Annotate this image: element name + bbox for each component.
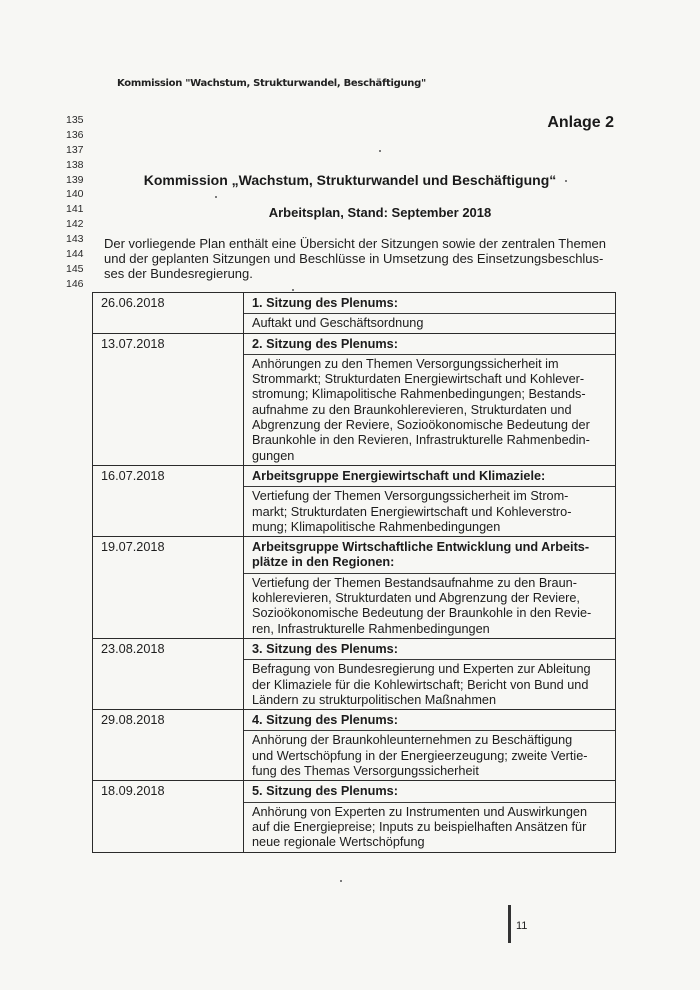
session-topic-line: 4. Sitzung des Plenums: (252, 713, 398, 728)
session-topic-line: Arbeitsgruppe Wirtschaftliche Entwicklung und Arbeits- (252, 540, 590, 555)
session-date: 26.06.2018 (93, 293, 244, 334)
scan-speck (292, 289, 294, 291)
session-description-line: Ländern zu strukturpolitischen Maßnahmen (252, 692, 497, 707)
line-number: 145 (66, 262, 84, 275)
running-header: Kommission "Wachstum, Strukturwandel, Beschäftigung" (117, 78, 426, 89)
intro-line: und der geplanten Sitzungen und Beschlüsse in Umsetzung des Einsetzungsbeschlus- (104, 251, 604, 266)
line-number: 143 (66, 233, 84, 246)
session-description-line: neue regionale Wertschöpfung (252, 835, 425, 850)
session-row (93, 781, 616, 852)
session-description-line: und Wertschöpfung in der Energieerzeugung; zweite Vertie- (252, 748, 588, 763)
session-description-line: fung des Themas Versorgungssicherheit (252, 764, 479, 779)
line-number: 136 (66, 128, 84, 141)
session-content (244, 465, 616, 536)
session-row (93, 638, 616, 709)
session-description-line: Vertiefung der Themen Bestandsaufnahme zu den Braun- (252, 575, 577, 590)
session-topic (244, 293, 615, 314)
session-description-line: Anhörungen zu den Themen Versorgungssicherheit im (252, 356, 559, 371)
line-number: 146 (66, 277, 84, 290)
session-topic-line: 1. Sitzung des Plenums: (252, 296, 398, 310)
session-topic (244, 710, 615, 731)
session-description (244, 660, 615, 709)
session-row (93, 465, 616, 536)
session-description (244, 487, 615, 536)
session-description-line: Auftakt und Geschäftsordnung (252, 316, 424, 331)
session-content (244, 333, 616, 465)
page-margin-bar (508, 905, 511, 943)
page-number: 11 (516, 920, 528, 932)
session-topic-line: 5. Sitzung des Plenums: (252, 784, 398, 799)
scan-speck (215, 196, 217, 198)
annex-label: Anlage 2 (547, 114, 614, 131)
session-content (244, 293, 616, 334)
session-topic-line: plätze in den Regionen: (252, 555, 395, 570)
line-number: 142 (66, 218, 84, 231)
intro-line: Der vorliegende Plan enthält eine Übersicht der Sitzungen sowie der zentralen Themen (104, 236, 606, 251)
session-topic-line: 3. Sitzung des Plenums: (252, 641, 398, 656)
line-number: 141 (66, 203, 84, 216)
session-description (244, 314, 615, 332)
session-date: 23.08.2018 (93, 638, 244, 709)
session-description-line: aufnahme zu den Braunkohlerevieren, Strukturdaten und (252, 402, 572, 417)
line-number: 140 (66, 188, 84, 201)
session-description-line: Braunkohle in den Revieren, Infrastrukturelle Rahmenbedin- (252, 433, 590, 448)
session-description-line: der Klimaziele für die Kohlewirtschaft; Bericht von Bund und (252, 677, 589, 692)
session-description (244, 574, 615, 638)
session-description-line: mung; Klimapolitische Rahmenbedingungen (252, 519, 501, 534)
session-topic (244, 537, 615, 574)
session-description (244, 803, 615, 852)
line-number: 135 (66, 114, 84, 126)
session-topic-line: 2. Sitzung des Plenums: (252, 336, 398, 351)
session-description-line: Anhörung von Experten zu Instrumenten und Auswirkungen (252, 804, 588, 819)
session-row (93, 293, 616, 334)
scan-speck (565, 180, 567, 182)
line-number-column (66, 113, 92, 292)
session-description-line: Abgrenzung der Reviere, Sozioökonomische Bedeutung der (252, 418, 590, 433)
session-description-line: Vertiefung der Themen Versorgungssicherheit im Strom- (252, 489, 569, 504)
session-description-line: ren, Infrastrukturelle Rahmenbedingungen (252, 621, 490, 636)
session-content (244, 781, 616, 852)
session-topic (244, 781, 615, 802)
session-description-line: auf die Energiepreise; Inputs zu beispielhaften Ansätzen für (252, 819, 587, 834)
session-row (93, 537, 616, 639)
session-content (244, 537, 616, 639)
session-row (93, 710, 616, 781)
session-description-line: Strommarkt; Strukturdaten Energiewirtschaft und Kohlever- (252, 372, 585, 387)
session-content (244, 710, 616, 781)
line-number: 138 (66, 158, 84, 171)
session-topic (244, 334, 615, 355)
session-row (93, 333, 616, 465)
session-date: 16.07.2018 (93, 465, 244, 536)
scan-speck (340, 880, 342, 882)
session-description-line: kohlerevieren, Strukturdaten und Abgrenzung der Reviere, (252, 591, 580, 606)
scan-speck (379, 150, 381, 152)
intro-paragraph (104, 236, 624, 281)
session-date: 29.08.2018 (93, 710, 244, 781)
session-content (244, 638, 616, 709)
session-date: 18.09.2018 (93, 781, 244, 852)
session-description-line: Befragung von Bundesregierung und Experten zur Ableitung (252, 662, 591, 677)
line-number: 144 (66, 248, 84, 261)
session-topic-line: Arbeitsgruppe Energiewirtschaft und Klimaziele: (252, 468, 546, 483)
session-description (244, 355, 615, 465)
work-plan-table (92, 292, 616, 853)
session-description-line: stromung; Klimapolitische Rahmenbedingungen; Bestands- (252, 387, 586, 402)
intro-line: ses der Bundesregierung. (104, 266, 253, 281)
session-description (244, 731, 615, 780)
session-description-line: markt; Strukturdaten Energiewirtschaft und Kohleverstro- (252, 504, 572, 519)
line-number: 137 (66, 143, 84, 156)
document-title: Kommission „Wachstum, Strukturwandel und Beschäftigung“ (143, 172, 557, 188)
session-date: 19.07.2018 (93, 537, 244, 639)
document-subtitle: Arbeitsplan, Stand: September 2018 (268, 205, 492, 220)
session-description-line: gungen (252, 448, 295, 463)
session-description-line: Sozioökonomische Bedeutung der Braunkohle in den Revie- (252, 606, 592, 621)
session-topic (244, 639, 615, 660)
session-description-line: Anhörung der Braunkohleunternehmen zu Beschäftigung (252, 733, 573, 748)
line-number: 139 (66, 173, 84, 186)
session-date: 13.07.2018 (93, 333, 244, 465)
session-topic (244, 466, 615, 487)
